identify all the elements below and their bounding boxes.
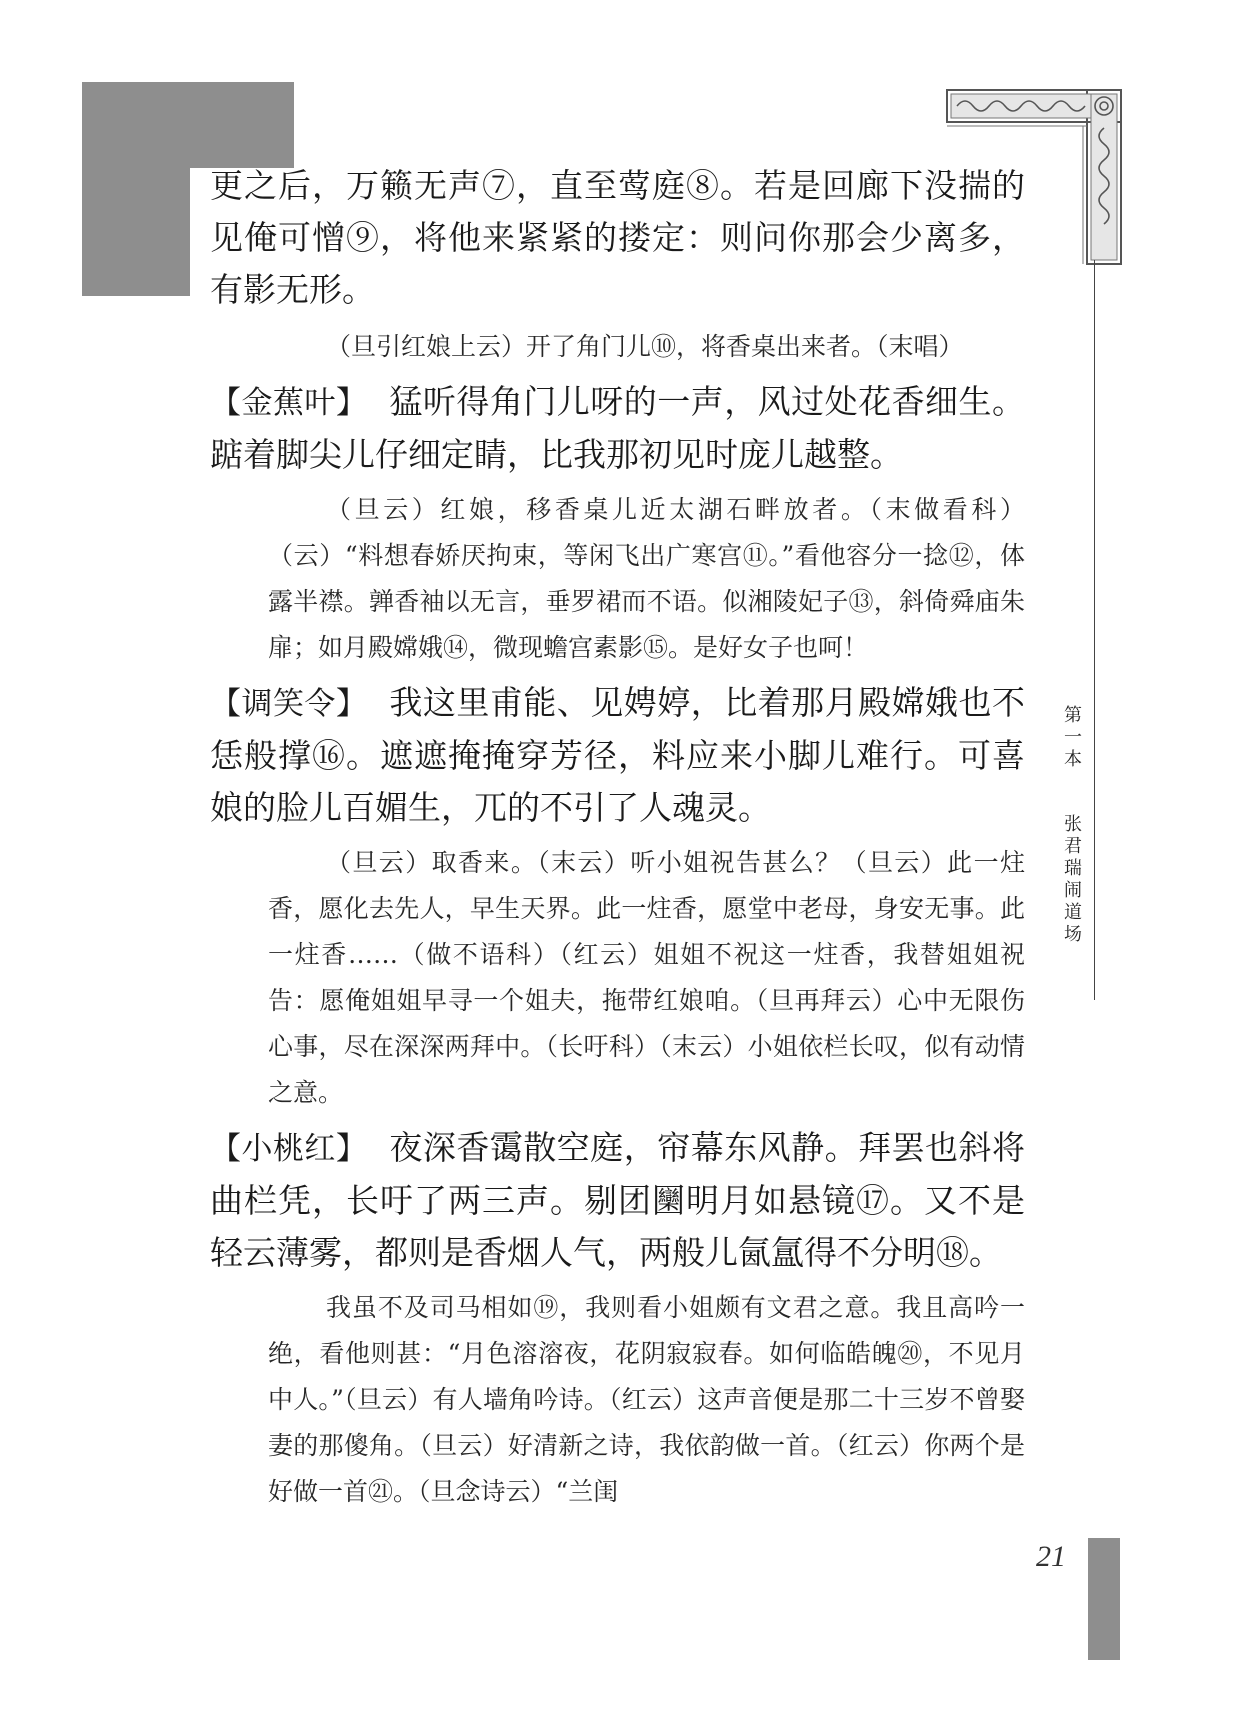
main-text: [210, 160, 1025, 1515]
aria-text: 我这里甫能、见娉婷，比着那月殿嫦娥也不恁般撑⑯。遮遮掩掩穿芳径，料应来小脚儿难行。可喜娘的脸儿百媚生，兀的不引了人魂灵。: [210, 683, 1026, 827]
dialogue-block: （旦云）取香来。（末云）听小姐祝告甚么？（旦云）此一炷香，愿化去先人，早生天界。此一炷香，愿堂中老母，身安无事。此一炷香……（做不语科）（红云）姐姐不祝这一炷香，我替姐姐祝告：愿俺姐姐早寻一个姐夫，拖带红娘咱。（旦再拜云）心中无限伤心事，尽在深深两拜中。（长吁科）（末云）小姐依栏长叹，似有动情之意。: [268, 848, 1025, 1107]
running-title: [1050, 705, 1084, 946]
margin-rule: [1094, 260, 1095, 1000]
page-number: 21: [1036, 1540, 1066, 1573]
verse-continuation: 更之后，万籁无声⑦，直至莺庭⑧。若是回廊下没揣的见俺可憎⑨，将他来紧紧的搂定：则问你那会少离多，有影无形。: [210, 166, 1025, 309]
tune-title: 【调笑令】: [210, 686, 368, 722]
running-title-part: 第一本: [1061, 705, 1082, 771]
aria-jinjiaoye: [210, 376, 1025, 481]
aria-xiaotaohong: [210, 1122, 1025, 1279]
tune-title: 【小桃红】: [210, 1131, 368, 1167]
running-title-chapter: 张君瑞闹道场: [1061, 814, 1082, 946]
tune-title: 【金蕉叶】: [210, 385, 368, 421]
dialogue-block: 我虽不及司马相如⑲，我则看小姐颇有文君之意。我且高吟一绝，看他则甚：“月色溶溶夜，花阴寂寂春。如何临皓魄⑳，不见月中人。”（旦云）有人墙角吟诗。（红云）这声音便是那二十三岁不曾娶妻的那傻角。（旦云）好清新之诗，我依韵做一首。（红云）你两个是好做一首㉑。（旦念诗云）“兰闺: [268, 1293, 1025, 1506]
aria-text: 猛听得角门儿呀的一声，风过处花香细生。踮着脚尖儿仔细定睛，比我那初见时庞儿越整。: [210, 382, 1026, 474]
stage-direction: （旦引红娘上云）开了角门儿⑩，将香桌出来者。（末唱）: [326, 332, 964, 361]
page-tab: [1088, 1538, 1120, 1660]
aria-text: 夜深香霭散空庭，帘幕东风静。拜罢也斜将曲栏凭，长吁了两三声。剔团圞明月如悬镜⑰。又不是轻云薄雾，都则是香烟人气，两般儿氤氲得不分明⑱。: [210, 1128, 1026, 1272]
dialogue-block: （旦云）红娘，移香桌儿近太湖石畔放者。（末做看科）（云）“料想春娇厌拘束，等闲飞出广寒宫⑪。”看他容分一捻⑫，体露半襟。亸香袖以无言，垂罗裙而不语。似湘陵妃子⑬，斜倚舜庙朱扉；如月殿嫦娥⑭，微现蟾宫素影⑮。是好女子也呵！: [268, 495, 1025, 662]
aria-tiaoxiaoling: [210, 677, 1025, 834]
